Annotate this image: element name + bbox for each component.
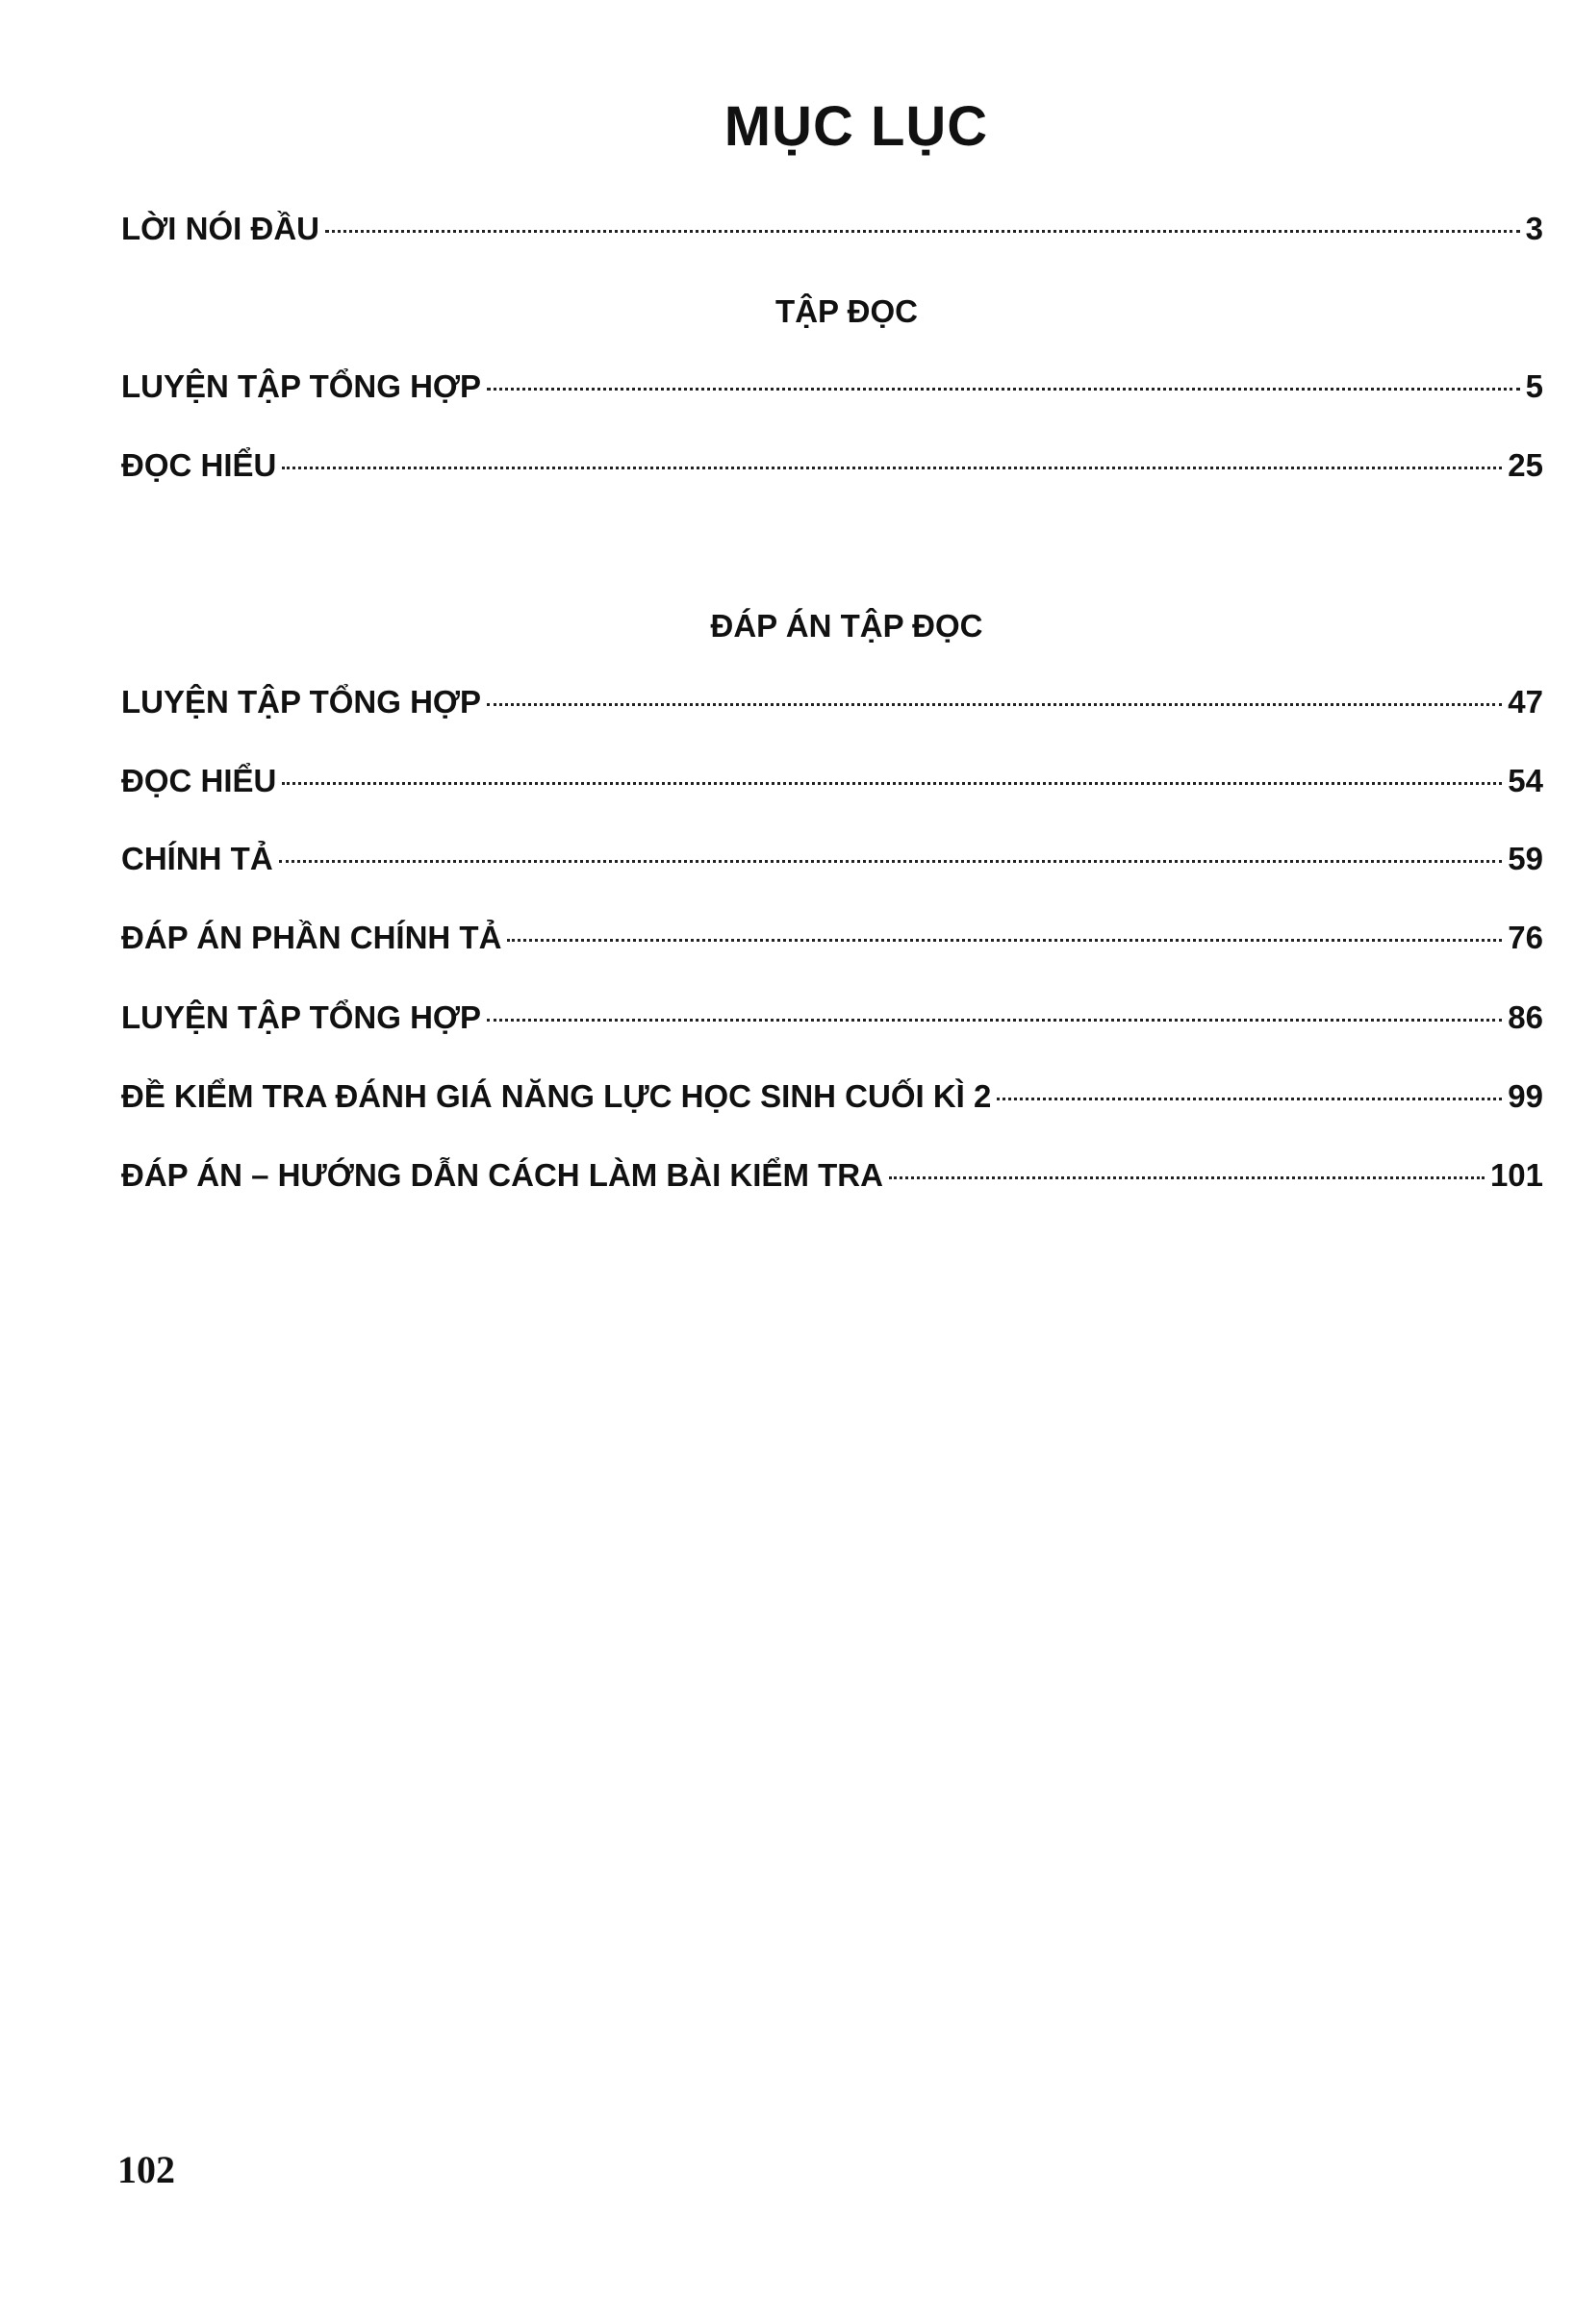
toc-entry-page-number: 76 xyxy=(1508,920,1543,955)
toc-entry-label: ĐỌC HIỂU xyxy=(121,763,277,798)
dot-leader xyxy=(325,230,1520,233)
toc-entry[interactable] xyxy=(121,998,1543,1037)
toc-entry-page-number: 54 xyxy=(1508,763,1543,798)
dot-leader xyxy=(279,860,1503,863)
dot-leader xyxy=(282,467,1502,469)
dot-leader xyxy=(507,939,1502,942)
dot-leader xyxy=(487,703,1502,706)
toc-entry[interactable] xyxy=(121,367,1543,406)
toc-entry[interactable] xyxy=(121,446,1543,485)
toc-entry-page-number: 99 xyxy=(1508,1078,1543,1114)
page-number: 102 xyxy=(117,2148,175,2191)
toc-entry-page-number: 86 xyxy=(1508,999,1543,1035)
toc-entry[interactable] xyxy=(121,1077,1543,1116)
toc-entry-label: LUYỆN TẬP TỔNG HỢP xyxy=(121,368,482,404)
dot-leader xyxy=(487,1019,1502,1022)
toc-entry[interactable] xyxy=(121,683,1543,721)
toc-entry-page-number: 59 xyxy=(1508,841,1543,876)
toc-entry-page-number: 25 xyxy=(1508,447,1543,483)
toc-entry-page-number: 47 xyxy=(1508,684,1543,720)
toc-entry-label: CHÍNH TẢ xyxy=(121,841,273,876)
section-heading-dap-an-tap-doc: ĐÁP ÁN TẬP ĐỌC xyxy=(710,608,983,644)
toc-entry-label: ĐÁP ÁN – HƯỚNG DẪN CÁCH LÀM BÀI KIỂM TRA xyxy=(121,1157,883,1193)
section-heading-tap-doc: TẬP ĐỌC xyxy=(775,293,918,329)
toc-entry-page-number: 5 xyxy=(1525,368,1543,404)
toc-entry[interactable] xyxy=(121,919,1543,957)
toc-entry[interactable] xyxy=(121,1156,1543,1195)
toc-entry-preface[interactable] xyxy=(121,210,1543,248)
toc-entry[interactable] xyxy=(121,762,1543,800)
toc-entry-label: LUYỆN TẬP TỔNG HỢP xyxy=(121,999,482,1035)
toc-entry-label: ĐÁP ÁN PHẦN CHÍNH TẢ xyxy=(121,920,502,955)
dot-leader xyxy=(282,782,1502,785)
dot-leader xyxy=(487,388,1520,391)
page-title: MỤC LỤC xyxy=(724,95,989,158)
toc-entry-label: LỜI NÓI ĐẦU xyxy=(121,211,319,246)
toc-entry-page-number: 3 xyxy=(1525,211,1543,246)
toc-entry-label: LUYỆN TẬP TỔNG HỢP xyxy=(121,684,482,720)
toc-entry-label: ĐỀ KIỂM TRA ĐÁNH GIÁ NĂNG LỰC HỌC SINH CUỐI KÌ 2 xyxy=(121,1078,992,1114)
dot-leader xyxy=(889,1176,1485,1179)
toc-entry-label: ĐỌC HIỂU xyxy=(121,447,277,483)
toc-entry[interactable] xyxy=(121,840,1543,878)
toc-entry-page-number: 101 xyxy=(1489,1157,1543,1193)
dot-leader xyxy=(997,1098,1502,1100)
